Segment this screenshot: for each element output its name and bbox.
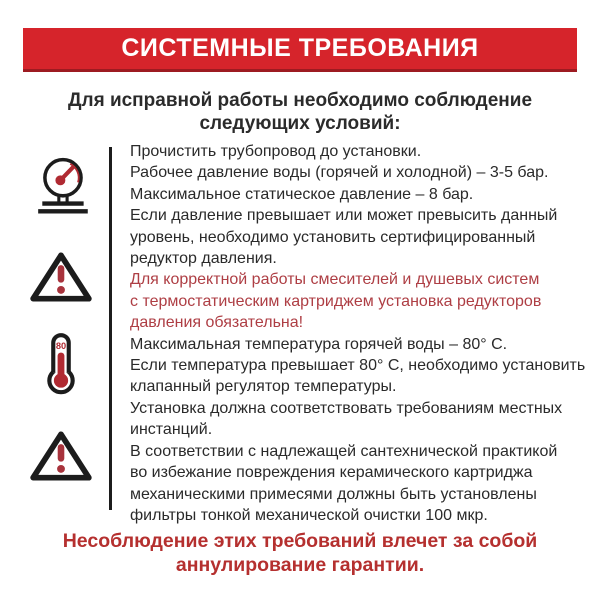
subtitle [0, 89, 600, 135]
requirement-line: уровень, необходимо установить сертифицированный [130, 228, 536, 246]
requirement-line: во избежание повреждения керамического картриджа [130, 464, 533, 482]
requirement-line-alert: Для корректной работы смесителей и душевых систем [130, 271, 540, 289]
requirement-line: клапанный регулятор температуры. [130, 378, 397, 396]
subtitle-line-2: следующих условий: [199, 113, 401, 134]
requirement-line: Установка должна соответствовать требованиям местных [130, 399, 563, 417]
requirement-line-alert: давления обязательна! [130, 314, 304, 332]
requirement-line: Если температура превышает 80° C, необходимо установить [130, 357, 586, 375]
thermometer-80-label: 80 [55, 341, 67, 352]
warning-triangle-icon [29, 429, 93, 483]
requirement-line: инстанций. [130, 421, 213, 439]
title-banner [23, 28, 577, 72]
warranty-warning-line-1: Несоблюдение этих требований влечет за собой [62, 530, 538, 552]
page-title: СИСТЕМНЫЕ ТРЕБОВАНИЯ [121, 34, 479, 62]
requirement-line: Максимальная температура горячей воды – 80° C. [130, 335, 508, 353]
warranty-warning [0, 529, 600, 577]
requirement-line: редуктор давления. [130, 250, 277, 268]
requirements-list [130, 141, 590, 526]
requirement-line: Максимальное статическое давление – 8 бар. [130, 185, 474, 203]
requirement-line: механическими примесями должны быть установлены [130, 485, 537, 503]
requirement-line: фильтры тонкой механической очистки 100 мкр. [130, 506, 488, 524]
subtitle-line-1: Для исправной работы необходимо соблюдение [67, 90, 533, 111]
requirement-line: В соответствии с надлежащей сантехнической практикой [130, 442, 558, 460]
requirement-line: Рабочее давление воды (горячей и холодной) – 3-5 бар. [130, 164, 549, 182]
warranty-warning-line-2: аннулирование гарантии. [175, 554, 425, 576]
requirement-line: Если давление превышает или может превысить данный [130, 207, 558, 225]
warning-triangle-icon [29, 250, 93, 304]
thermometer-icon [45, 331, 77, 395]
requirement-line-alert: с термостатическим картриджем установка редукторов [130, 292, 542, 310]
vertical-divider [109, 147, 112, 510]
pressure-gauge-icon [33, 155, 95, 217]
requirement-line: Прочистить трубопровод до установки. [130, 143, 422, 160]
